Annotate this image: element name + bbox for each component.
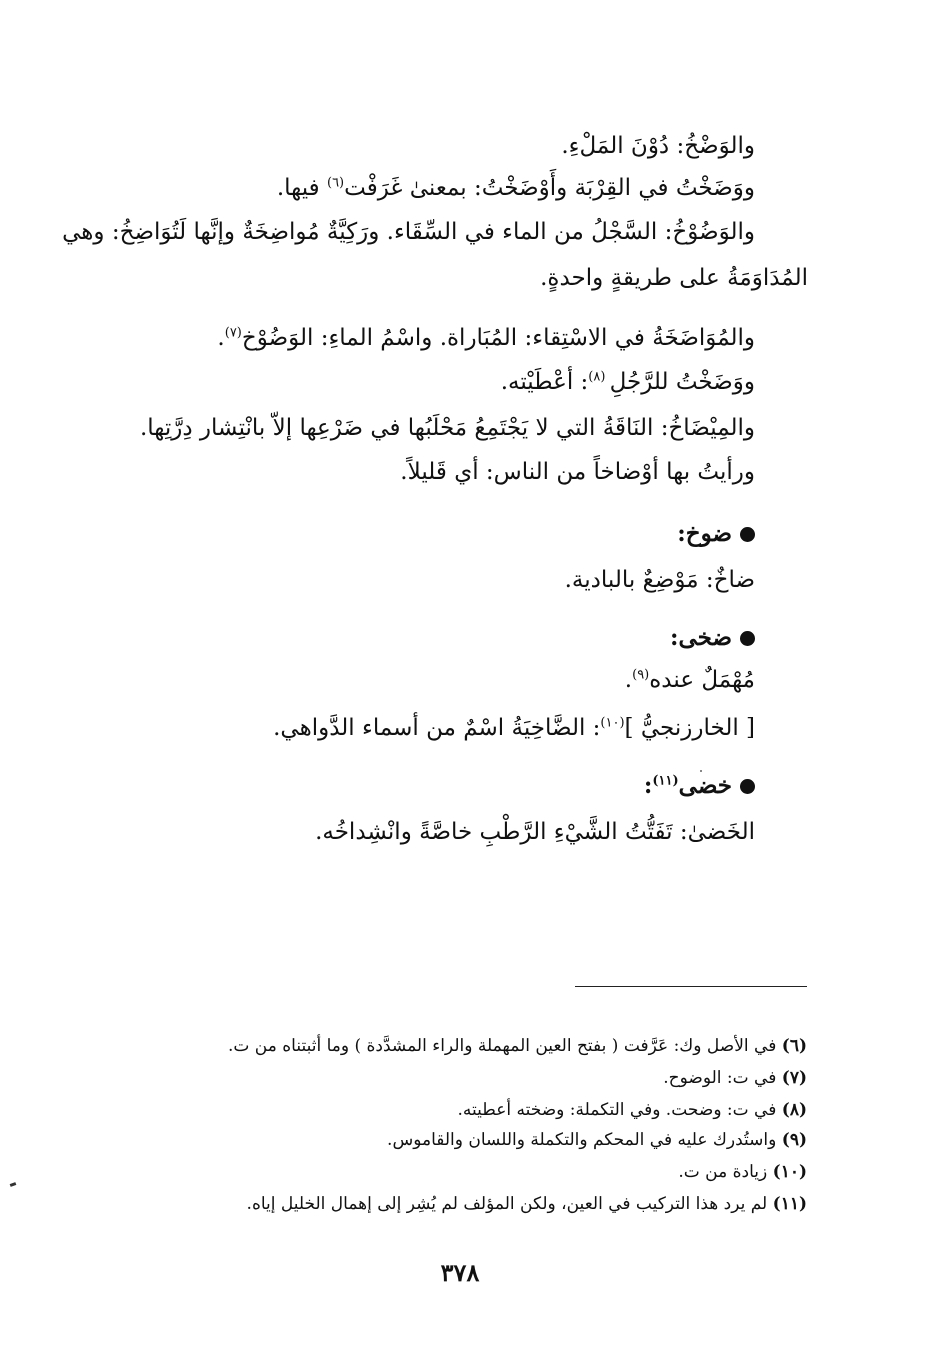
- bullet-icon: [740, 779, 755, 794]
- entry-line-5: [217, 322, 755, 354]
- bullet-icon: [740, 631, 755, 646]
- section-text: : الضَّاخِيَةُ اسْمٌ من أسماء الدَّواهي.: [273, 715, 601, 741]
- entry-text-tail: : أعْطَيْته.: [500, 369, 589, 395]
- page-number: ٣٧٨: [440, 1258, 480, 1287]
- footnote-ref: (١٠): [600, 715, 625, 731]
- bullet-icon: [740, 527, 755, 542]
- section-heading-text: ضخى:: [669, 624, 732, 651]
- entry-line-1: [561, 130, 755, 162]
- footnote-number: (٨): [781, 1100, 807, 1120]
- section-line: [565, 564, 755, 596]
- entry-line-7: [140, 412, 755, 444]
- footnote-text: في ت: الوضوح.: [663, 1068, 777, 1088]
- footnote-ref: (٨): [588, 369, 610, 385]
- entry-text: المُدَاوَمَةُ على طريقةٍ واحدةٍ.: [540, 265, 808, 291]
- footnote-text: واستُدرك عليه في المحكم والتكملة واللسان والقاموس.: [387, 1130, 777, 1150]
- section-line: [315, 816, 755, 848]
- entry-text: والمُوَاضَخَةُ في الاسْتِقاء: المُبَاراة. واسْمُ الماءِ: الوَضُوْخ: [241, 325, 755, 351]
- footnote-text: زيادة من ت.: [678, 1162, 768, 1182]
- entry-text-tail: .: [217, 325, 225, 351]
- section-line: مُهْمَلٌ عنده$^{(٩)}$.: [624, 667, 755, 693]
- footnote-ref: (٩): [632, 667, 650, 683]
- section-text: الخَضىٰ: تَفَتُّتُ الشَّيْءِ الرَّطْبِ خاصَّةً وانْشِداخُه.: [315, 819, 755, 845]
- section-heading-text: خضى: [678, 772, 732, 799]
- footnote-number: (٦): [781, 1036, 807, 1056]
- footnote-number: (٩): [781, 1130, 807, 1150]
- footnote-6: [228, 1034, 807, 1058]
- footnote-text: في ت: وضحت. وفي التكملة: وضخته أعطيته.: [457, 1100, 777, 1120]
- entry-text: والوَضْخُ: دُوْنَ المَلْءِ.: [561, 133, 755, 159]
- footnote-ref: (٦): [326, 175, 345, 191]
- section-heading-tail: :: [643, 772, 653, 799]
- section-text: مُهْمَلٌ عنده: [649, 667, 755, 693]
- entry-line-6: [501, 366, 755, 398]
- footnote-9: [387, 1128, 807, 1152]
- footnote-10: [678, 1160, 807, 1184]
- scan-speck: [10, 1182, 17, 1187]
- entry-text: ووَضَخْتُ في القِرْبَة وأَوْضَخْتُ: بمعنىٰ غَرَفْت: [344, 175, 755, 201]
- entry-text: والوَضُوْخُ: السَّجْلُ من الماء في السِّقَاء. ورَكِيَّةٌ مُواضِخَةٌ وإنَّها لَتُوَاضِخُ: وهي: [62, 219, 755, 245]
- footnote-ref: (١١): [652, 773, 679, 789]
- scan-speck: [700, 770, 702, 772]
- entry-line-8: [400, 456, 755, 488]
- section-heading-text: ضوخ:: [677, 520, 732, 547]
- section-heading-dkhy: [670, 622, 755, 654]
- entry-line-3: [62, 216, 755, 248]
- section-heading-khdy: [644, 770, 755, 802]
- footnote-11: [247, 1192, 807, 1216]
- entry-text: ووَضَخْتُ للرَّجُلِ: [609, 369, 755, 395]
- section-text: [ الخارزنجيُّ ]: [624, 715, 755, 741]
- footnote-text: لم يرد هذا التركيب في العين، ولكن المؤلف لم يُشِر إلى إهمال الخليل إياه.: [246, 1194, 768, 1214]
- section-heading-dwkh: [677, 518, 755, 550]
- footnote-separator: [575, 986, 807, 987]
- entry-text: ورأيتُ بها أوْضاخاً من الناس: أي قَليلاً.: [400, 459, 755, 485]
- footnote-number: (١١): [772, 1194, 807, 1214]
- footnote-7: [663, 1066, 807, 1090]
- section-line: [273, 712, 755, 744]
- footnote-number: (١٠): [772, 1162, 807, 1182]
- footnote-text: في الأصل وك: عَرَّفت ( بفتح العين المهملة والراء المشدَّدة ) وما أثبتناه من ت.: [227, 1036, 777, 1056]
- footnote-number: (٧): [781, 1068, 807, 1088]
- section-text: ضاخٌ: مَوْضِعٌ بالبادية.: [564, 567, 755, 593]
- entry-text: والمِيْضَاخُ: النَاقَةُ التي لا يَجْتَمِعُ مَحْلَبُها في ضَرْعِها إلاّ بانْتِشار دِرَّتِها.: [139, 415, 755, 441]
- entry-line-2: [277, 172, 755, 204]
- entry-text-tail: فيها.: [276, 175, 327, 201]
- footnote-ref: (٧): [224, 325, 242, 341]
- entry-line-4: [540, 262, 808, 294]
- footnote-8: [458, 1098, 807, 1122]
